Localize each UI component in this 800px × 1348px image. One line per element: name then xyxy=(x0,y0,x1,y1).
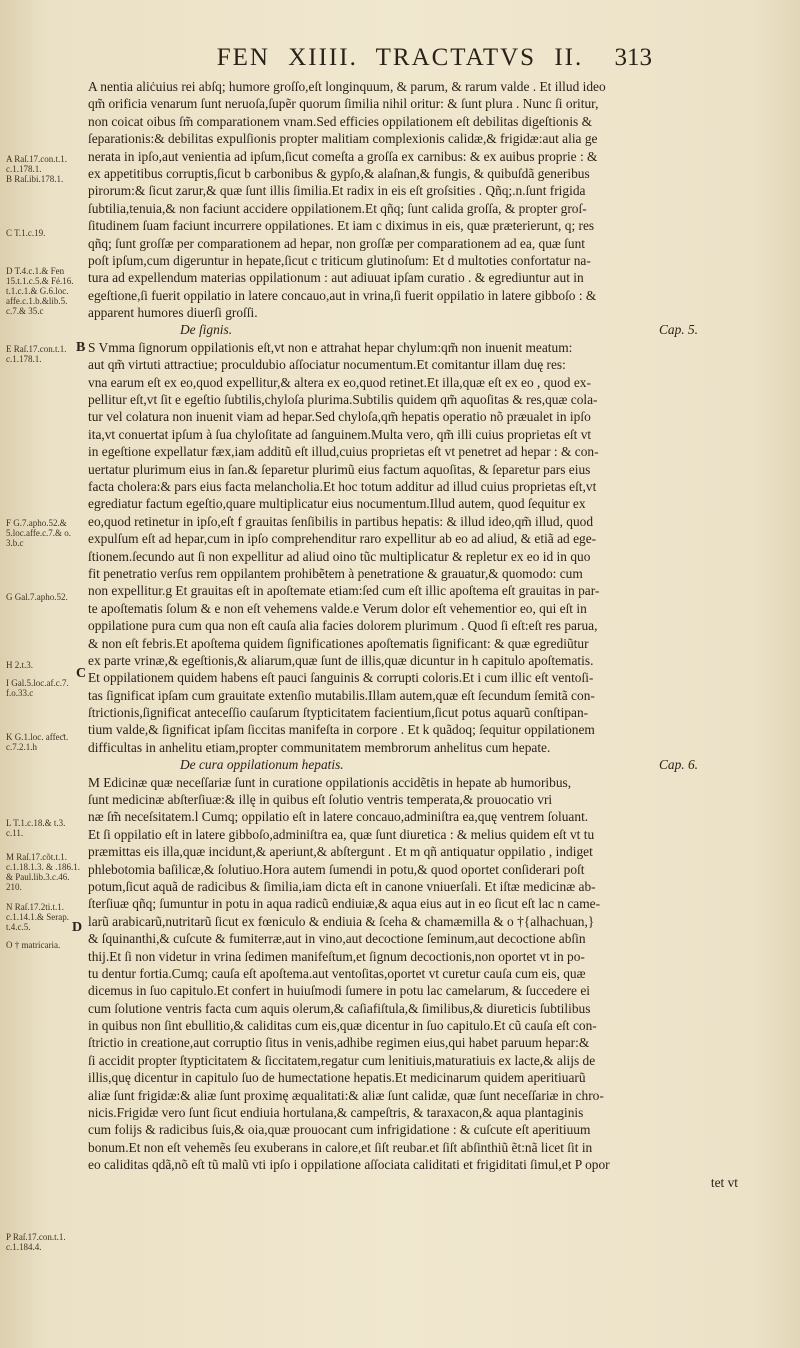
paragraph-section-1 xyxy=(88,78,778,321)
text-line: tas ſignificat ipſam cum grauitate extenſio mutabilis.Illam autem,quæ eſt ſecundum ſemitã con- xyxy=(88,687,595,703)
text-line: M Edicinæ quæ neceſſariæ ſunt in curatione oppilationis accidẽtis in hepate ab humoribus, xyxy=(88,774,572,790)
text-line: illis,quę dicentur in capitulo ſuo de humectatione hepatis.Et medicinarum quidem aperitiuarũ xyxy=(88,1070,586,1086)
text-line: Et oppilationem quidem habens eſt pauci ſanguinis & corrupti coloris.Et i cum illic eſt ventoſi- xyxy=(88,670,594,686)
margin-note: N Raſ.17.2ti.t.1. c.1.14.1.& Serap. t.4.c.5. xyxy=(6,902,69,932)
chapter-number: Cap. 6. xyxy=(658,757,698,773)
text-line: uertatur plurimum eius in ſan.& ſeparetur plurimũ eius factum aquoſitas, & ſeparetur pars eius xyxy=(88,461,591,477)
text-line: qñq; ſunt groſſæ per comparationem ad hepar, non groſſæ per comparationem ad ea, quæ ſunt xyxy=(88,235,586,251)
text-line: nerata in ipſo,aut venientia ad ipſum,ſicut comeſta a groſſa ex carnibus: & ex auibus proprie : & xyxy=(88,148,598,164)
chapter-title: De cura oppilationum hepatis. xyxy=(180,757,344,773)
margin-note: M Raſ.17.cõt.t.1. c.1.18.1.3. & .186.1. & Paul.lib.3.c.46. 210. xyxy=(6,852,80,892)
text-line: ſtrictio in creatione,aut corruptio ſitus in venis,adhibe regimen eius,qui habet paruum hepar:& xyxy=(88,1035,590,1051)
section-marker-c: C xyxy=(76,666,87,681)
text-line: tu dentur fortia.Cumq; cauſa eſt apoſtema.aut ventoſitas,oportet vt curetur cauſa cum eis, quæ xyxy=(88,965,586,981)
text-line: tium valde,& ſignificat ipſam ſiccitas manifeſta in corpore . Et k quãdoq; ſequitur oppilationem xyxy=(88,722,595,738)
text-line: in quibus non ſint ebullitio,& caliditas cum eis,quæ dicentur in ſuo capitulo.Et cũ cauſa eſt con- xyxy=(88,1018,597,1034)
text-line: larũ arabicarũ,nutritarũ ſicut ex fœniculo & endiuia & ſceha & chamæmilla & o †{alhachuan,} xyxy=(88,913,595,929)
text-line: ſtrictionis,ſignificat anteceſſio cauſarum ſtypticitatem facientium,ſicut potus aquarũ conſtipan- xyxy=(88,705,589,721)
text-line: aut qm̃ virtuti attractiue; proculdubio aſſociatur nocumentum.Et comitantur illam duę res: xyxy=(88,357,566,373)
text-line: in egeſtione expellatur fæx,iam additũ eſt illud,cuius proprietas eſt vt penetret ad hepar : & con- xyxy=(88,444,599,460)
paragraph-section-3 xyxy=(88,774,778,1174)
text-line: næ ſm̃ neceſsitatem.l Cumq; oppilatio eſt in latere concauo,adminiſtra ea,quę ventrem ſoluant. xyxy=(88,809,589,825)
text-line: oppilatione pura cum qua non eſt cauſa alia facies dolorem plurimum . Quod ſi eſt:eſt res parua, xyxy=(88,618,598,634)
text-line: A nentia aliċuius rei abſq; humore groſſo,eſt longinquum, & parum, & rarum valde . Et illud ideo xyxy=(88,79,606,94)
text-line: ſterſiuæ qñq; ſumuntur in potu in aqua radicũ endiuiæ,& aqua eius aut in eo ſicut eſt lac n came- xyxy=(88,896,601,912)
text-line: nicis.Frigidæ vero ſunt ſicut endiuia hortulana,& campeſtris, & taraxacon,& aqua plantaginis xyxy=(88,1105,584,1121)
text-line: ſeparationis:& debilitas expulſionis propter malitiam complexionis calidæ,& frigidæ:aut alia ge xyxy=(88,131,598,147)
text-line: thij.Et ſi non videtur in vrina ſedimen manifeſtum,et ſignum decoctionis,non oportet vt in po- xyxy=(88,948,585,964)
text-line: non expellitur.g Et grauitas eſt in apoſtemate etiam:ſed cum eſt illic apoſtema eſt grauitas in par- xyxy=(88,583,600,599)
chapter-heading-6 xyxy=(88,756,778,773)
text-line: egeſtione,ſi fuerit oppilatio in latere concauo,aut in vrina,ſi fuerit oppilatio in latere gibboſo : & xyxy=(88,287,597,303)
text-line: S Vmma ſignorum oppilationis eſt,vt non e attrahat hepar chylum:qm̃ non inuenit meatum: xyxy=(88,339,573,355)
running-head: FEN XIIII. TRACTATVS II. xyxy=(216,44,584,71)
paragraph-section-2 xyxy=(88,339,778,756)
margin-note: L T.1.c.18.& t.3. c.11. xyxy=(6,818,66,838)
margin-note: G Gal.7.apho.52. xyxy=(6,592,68,602)
chapter-title: De ſignis. xyxy=(180,322,233,338)
margin-note: D T.4.c.1.& Fen 15.t.1.c.5.& Fé.16. t.1.c.1.& G.6.loc. affe.c.1.b.&lib.5. c.7.& 35.c xyxy=(6,266,74,316)
text-line: & ſquinanthi,& cuſcute & fumiterræ,aut in vino,aut decoctione ſeminum,aut decoctione abſin xyxy=(88,931,586,947)
text-line: expulſum eſt ad hepar,cum in ipſo comprehenditur raro expellitur ab eo ad aliud, & etiã ad ege- xyxy=(88,531,597,547)
catchword: tet vt xyxy=(710,1174,738,1190)
text-line: ſi accidit propter ſtypticitatem & ſiccitatem,regatur cum lenitiuis,maturatiuis ex lacte,& alijs de xyxy=(88,1052,596,1068)
text-line: ex appetitibus corruptis,ſicut b carbonibus & gypſo,& alaſnan,& fungis, & quibuſdã generibus xyxy=(88,165,590,181)
text-line: eo caliditas qdã,nõ eſt tũ malũ vti ipſo i oppilatione aſſociata caliditati et frigiditati ſimul,et P opor xyxy=(88,1157,610,1173)
text-line: pellitur eſt,vt ſit e egeſtio ſubtilis,chyloſa plurima.Subtilis quidem qm̃ aquoſitas & res,quæ cola- xyxy=(88,392,598,408)
section-marker-d: D xyxy=(72,920,83,935)
text-line: præmittas eis illa,quæ incidunt,& aperiunt,& abſtergunt . Et m qñ antiquatur oppilatio , indiget xyxy=(88,844,593,860)
text-line: ex parte vrinæ,& egeſtionis,& aliarum,quæ ſunt de illis,quæ dicuntur in h capitulo apoſtematis. xyxy=(88,652,594,668)
text-line: egrediatur factum egeſtio,quare multiplicatur eius nocumentum.Illud autem, quod ſequitur ex xyxy=(88,496,586,512)
text-line: ſitudinem ſuam faciunt incurrere oppilationes. Et iam c diximus in eis, quæ præterierunt, q; res xyxy=(88,218,595,234)
chapter-number: Cap. 5. xyxy=(658,322,698,338)
margin-note: H 2.t.3. xyxy=(6,660,33,670)
margin-note: E Raſ.17.con.t.1. c.1.178.1. xyxy=(6,344,67,364)
text-line: pirorum:& ſicut zarur,& quæ ſunt illis ſimilia.Et radix in eis eſt groſsities . Qñq;.n.ſunt frigida xyxy=(88,183,586,199)
text-column xyxy=(88,78,778,1191)
text-line: poſt ipſum,cum digeruntur in hepate,ſicut c triticum glutinoſum: Et d multoties confortatur na- xyxy=(88,252,591,268)
text-line: ſubtilia,tenuia,& non faciunt accidere oppilationem.Et qñq; ſunt calida groſſa, & propter groſ- xyxy=(88,200,587,216)
text-line: cum ſolutione ventris facta cum aquis olerum,& caſiafiſtula,& ſimilibus,& diureticis ſubtilibus xyxy=(88,1000,591,1016)
text-line: aliæ ſunt frigidæ:& aliæ ſunt proximę æqualitati:& aliæ ſunt calidæ, quæ ſunt neceſſariæ in chro- xyxy=(88,1087,604,1103)
text-line: vna earum eſt ex eo,quod expellitur,& altera ex eo,quod retinet.Et illa,quæ eſt ex eo , quod ex- xyxy=(88,374,591,390)
text-line: potum,ſicut aquã de radicibus & ſimilia,iam dicta eſt in canone vniuerſali. Et iſtæ medicinæ ab- xyxy=(88,878,596,894)
margin-note: A Raſ.17.con.t.1. c.1.178.1. B Raſ.ibi.178.1. xyxy=(6,154,67,184)
text-line: phlebotomia baſilicæ,& ſolutiuo.Hora autem ſumendi in potu,& quod oportet conſiderari poſt xyxy=(88,861,585,877)
text-line: ſunt medicinæ abſterſiuæ:& illę in quibus eſt ſolutio ventris temperata,& prouocatio vri xyxy=(88,792,553,808)
text-line: facta cholera:& pars eius facta melancholia.Et hoc totum additur ad illud cuius proprietas eſt,vt xyxy=(88,478,597,494)
text-line: fit penetratio verſus rem oppilantem prohibẽtem à penetratione & grauatur,& quomodo: cum xyxy=(88,565,583,581)
text-line: difficultas in anhelitu etiam,propter communitatem membrorum anhelitus cum hepate. xyxy=(88,739,551,755)
margin-note: C T.1.c.19. xyxy=(6,228,46,238)
margin-note: O † matricaria. xyxy=(6,940,61,950)
section-marker-b: B xyxy=(76,340,86,355)
margin-note: I Gal.5.loc.af.c.7. f.o.33.c xyxy=(6,678,69,698)
text-line: qm̃ orificia venarum ſunt neruoſa,ſupẽr quorum ſimilia nihil oritur: & ſunt plura . Nunc ſi oritur, xyxy=(88,96,599,112)
text-line: non coicat oibus ſm̃ comparationem vnam.Sed efficies oppilationem eſt debilitas digeſtionis & xyxy=(88,113,593,129)
text-line: tur vel colatura non inuenit viam ad hepar.Sed chyloſa,qm̃ hepatis operatio nõ præualet in ipſo xyxy=(88,409,591,425)
margin-note: F G.7.apho.52.& 5.loc.affe.c.7.& o. 3.b.c xyxy=(6,518,72,548)
text-line: cum folijs & radicibus ſuis,& oia,quæ prouocant cum infrigidatione : & cuſcute eſt aperitiuum xyxy=(88,1122,591,1138)
text-line: eo,quod retinetur in ipſo,eſt f grauitas ſenſibilis in partibus hepatis: & illud ideo,qm̃ illud, quod xyxy=(88,513,594,529)
text-line: Et ſi oppilatio eſt in latere gibboſo,adminiſtra ea, quæ ſunt diuretica : & melius quidem eſt vt tu xyxy=(88,826,595,842)
text-line: apparent humores diuerſi groſſi. xyxy=(88,305,258,321)
text-line: ita,vt conuertat ipſum à ſua chyloſitate ad ſanguinem.Multa vero, qm̃ illi cuius proprietas eſt vt xyxy=(88,426,592,442)
text-line: & non eſt febris.Et apoſtema quidem ſignificationes apoſtematis ſignificant: & quæ egrediũtur xyxy=(88,635,589,651)
page-number: 313 xyxy=(614,44,652,71)
margin-note: K G.1.loc. affeƈt. c.7.2.1.h xyxy=(6,732,69,752)
text-line: ſtionem.ſecundo aut ſi non expellitur ad aliud oino tũc multiplicatur & repletur ex eo id in quo xyxy=(88,548,591,564)
text-line: bonum.Et non eſt vehemẽs ſeu exuberans in calore,et ſiſt reubar.et ſiſt abſinthiũ ẽt:nã licet ſit in xyxy=(88,1139,593,1155)
margin-note: P Raſ.17.con.t.1. c.1.184.4. xyxy=(6,1232,66,1252)
page-header xyxy=(0,44,800,80)
chapter-heading-5 xyxy=(88,321,778,338)
margin-notes xyxy=(6,0,86,1348)
text-line: dicemus in ſuo capitulo.Et confert in huiuſmodi ſumere in potu lac camelarum, & ſuccedere ei xyxy=(88,983,590,999)
text-line: te apoſtematis ſolum & e non eſt vehemens valde.e Verum dolor eſt vehementior eo, qui eſt in xyxy=(88,600,587,616)
text-line: tura ad expellendum materias oppilationum : aut adiuuat ipſam curatio . & egrediuntur aut in xyxy=(88,270,584,286)
